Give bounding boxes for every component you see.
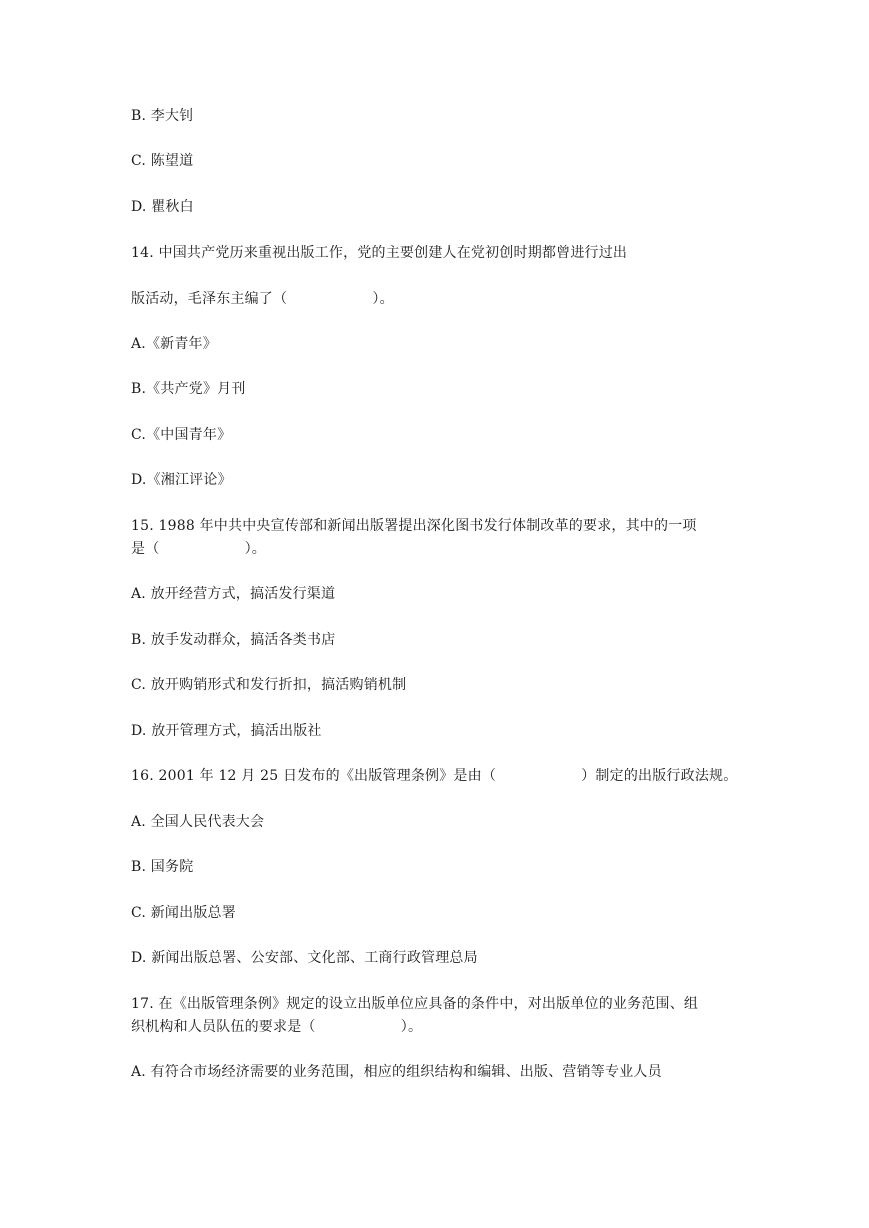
q15-option-b: B. 放手发动群众，搞活各类书店: [131, 632, 336, 648]
q15-option-d: D. 放开管理方式，搞活出版社: [131, 723, 322, 739]
q15-option-c: C. 放开购销形式和发行折扣，搞活购销机制: [131, 677, 407, 693]
q14-stem-line-1: 14. 中国共产党历来重视出版工作，党的主要创建人在党初创时期都曾进行过出: [131, 245, 628, 261]
q14-option-c: C.《中国青年》: [131, 427, 232, 443]
q16-option-d: D. 新闻出版总署、公安部、文化部、工商行政管理总局: [131, 950, 478, 966]
q13-option-c: C. 陈望道: [131, 153, 194, 169]
q17-stem-line-1: 17. 在《出版管理条例》规定的设立出版单位应具备的条件中，对出版单位的业务范围、组: [131, 996, 699, 1012]
q14-option-a: A.《新青年》: [131, 336, 217, 352]
q13-option-b: B. 李大钊: [131, 108, 194, 124]
q14-option-b: B.《共产党》月刊: [131, 381, 246, 397]
q15-option-a: A. 放开经营方式，搞活发行渠道: [131, 586, 336, 602]
q14-stem-line-2: 版活动，毛泽东主编了（ ）。: [131, 291, 394, 307]
q17-stem-line-2: 织机构和人员队伍的要求是（ ）。: [131, 1019, 423, 1035]
q17-option-a: A. 有符合市场经济需要的业务范围，相应的组织结构和编辑、出版、营销等专业人员: [131, 1064, 662, 1080]
q16-stem: 16. 2001 年 12 月 25 日发布的《出版管理条例》是由（ ）制定的出版行政法规。: [131, 768, 738, 784]
q13-option-d: D. 瞿秋白: [131, 199, 194, 215]
q16-option-b: B. 国务院: [131, 859, 194, 875]
q15-stem-line-2: 是（ ）。: [131, 541, 266, 557]
q15-stem-line-1: 15. 1988 年中共中央宣传部和新闻出版署提出深化图书发行体制改革的要求，其中的一项: [131, 518, 697, 534]
q16-option-a: A. 全国人民代表大会: [131, 814, 265, 830]
q14-option-d: D.《湘江评论》: [131, 472, 232, 488]
q16-option-c: C. 新闻出版总署: [131, 905, 236, 921]
